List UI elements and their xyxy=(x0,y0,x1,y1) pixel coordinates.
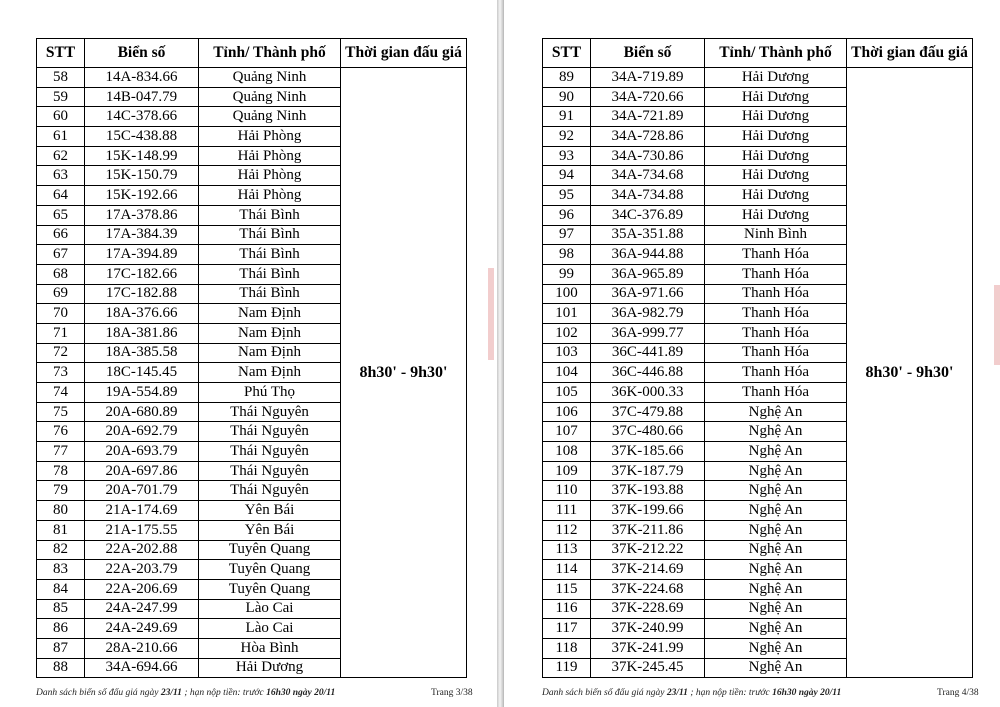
province-cell: Thái Nguyên xyxy=(199,442,341,462)
province-cell: Tuyên Quang xyxy=(199,560,341,580)
plate-cell: 18C-145.45 xyxy=(85,363,199,383)
stt-cell: 92 xyxy=(543,127,591,147)
stt-cell: 104 xyxy=(543,363,591,383)
plate-cell: 37K-199.66 xyxy=(591,501,705,521)
plate-cell: 36K-000.33 xyxy=(591,383,705,403)
province-cell: Nghệ An xyxy=(705,579,847,599)
province-cell: Thanh Hóa xyxy=(705,304,847,324)
stt-cell: 113 xyxy=(543,540,591,560)
province-cell: Hòa Bình xyxy=(199,638,341,658)
plate-cell: 18A-381.86 xyxy=(85,323,199,343)
plate-cell: 19A-554.89 xyxy=(85,383,199,403)
page-number: Trang 4/38 xyxy=(937,688,979,698)
plate-cell: 17A-378.86 xyxy=(85,205,199,225)
province-cell: Thái Bình xyxy=(199,245,341,265)
plate-cell: 22A-206.69 xyxy=(85,579,199,599)
province-cell: Nghệ An xyxy=(705,560,847,580)
stt-cell: 111 xyxy=(543,501,591,521)
plate-cell: 35A-351.88 xyxy=(591,225,705,245)
plate-cell: 37K-212.22 xyxy=(591,540,705,560)
plate-cell: 34A-720.66 xyxy=(591,87,705,107)
province-cell: Thanh Hóa xyxy=(705,343,847,363)
stt-cell: 65 xyxy=(37,205,85,225)
province-cell: Yên Bái xyxy=(199,501,341,521)
stt-cell: 99 xyxy=(543,264,591,284)
stt-cell: 97 xyxy=(543,225,591,245)
plate-cell: 20A-680.89 xyxy=(85,402,199,422)
stt-cell: 101 xyxy=(543,304,591,324)
plate-cell: 36A-971.66 xyxy=(591,284,705,304)
stt-cell: 109 xyxy=(543,461,591,481)
stt-cell: 89 xyxy=(543,68,591,88)
plate-cell: 14C-378.66 xyxy=(85,107,199,127)
table-header-row xyxy=(37,39,467,68)
stt-cell: 72 xyxy=(37,343,85,363)
stt-cell: 73 xyxy=(37,363,85,383)
plate-cell: 14B-047.79 xyxy=(85,87,199,107)
plate-cell: 37C-480.66 xyxy=(591,422,705,442)
plate-cell: 37K-228.69 xyxy=(591,599,705,619)
plate-table xyxy=(542,38,973,678)
plate-cell: 21A-174.69 xyxy=(85,501,199,521)
plate-cell: 22A-202.88 xyxy=(85,540,199,560)
province-cell: Nghệ An xyxy=(705,501,847,521)
stt-cell: 88 xyxy=(37,658,85,678)
plate-cell: 37C-479.88 xyxy=(591,402,705,422)
plate-cell: 17C-182.88 xyxy=(85,284,199,304)
province-cell: Hải Dương xyxy=(705,87,847,107)
stt-header: STT xyxy=(543,39,591,68)
plate-cell: 21A-175.55 xyxy=(85,520,199,540)
province-cell: Nghệ An xyxy=(705,619,847,639)
province-cell: Phú Thọ xyxy=(199,383,341,403)
plate-cell: 37K-187.79 xyxy=(591,461,705,481)
plate-cell: 17A-394.89 xyxy=(85,245,199,265)
stt-cell: 114 xyxy=(543,560,591,580)
plate-cell: 28A-210.66 xyxy=(85,638,199,658)
province-cell: Nam Định xyxy=(199,363,341,383)
stt-cell: 76 xyxy=(37,422,85,442)
stt-cell: 102 xyxy=(543,323,591,343)
plate-cell: 20A-693.79 xyxy=(85,442,199,462)
stt-cell: 105 xyxy=(543,383,591,403)
stt-cell: 71 xyxy=(37,323,85,343)
province-cell: Thanh Hóa xyxy=(705,363,847,383)
plate-cell: 36A-944.88 xyxy=(591,245,705,265)
province-cell: Thái Bình xyxy=(199,284,341,304)
province-cell: Hải Dương xyxy=(705,205,847,225)
table-row xyxy=(37,68,467,88)
plate-cell: 34A-694.66 xyxy=(85,658,199,678)
province-cell: Thái Nguyên xyxy=(199,402,341,422)
province-cell: Thái Bình xyxy=(199,225,341,245)
province-cell: Nghệ An xyxy=(705,422,847,442)
province-cell: Nghệ An xyxy=(705,461,847,481)
stt-cell: 95 xyxy=(543,186,591,206)
stt-cell: 62 xyxy=(37,146,85,166)
province-cell: Nghệ An xyxy=(705,638,847,658)
plate-cell: 15K-150.79 xyxy=(85,166,199,186)
plate-cell: 37K-193.88 xyxy=(591,481,705,501)
plate-cell: 37K-241.99 xyxy=(591,638,705,658)
province-cell: Quảng Ninh xyxy=(199,87,341,107)
plate-table xyxy=(36,38,467,678)
province-cell: Hải Phòng xyxy=(199,127,341,147)
plate-cell: 37K-240.99 xyxy=(591,619,705,639)
plate-cell: 37K-185.66 xyxy=(591,442,705,462)
plate-cell: 34C-376.89 xyxy=(591,205,705,225)
stt-cell: 77 xyxy=(37,442,85,462)
plate-cell: 36C-446.88 xyxy=(591,363,705,383)
stt-cell: 98 xyxy=(543,245,591,265)
stt-cell: 83 xyxy=(37,560,85,580)
red-stamp-mark xyxy=(488,268,494,360)
stt-cell: 78 xyxy=(37,461,85,481)
stt-cell: 96 xyxy=(543,205,591,225)
plate-cell: 22A-203.79 xyxy=(85,560,199,580)
stt-cell: 70 xyxy=(37,304,85,324)
time-header: Thời gian đấu giá xyxy=(341,39,467,68)
stt-cell: 58 xyxy=(37,68,85,88)
stt-cell: 115 xyxy=(543,579,591,599)
province-cell: Nghệ An xyxy=(705,520,847,540)
plate-cell: 17A-384.39 xyxy=(85,225,199,245)
stt-cell: 119 xyxy=(543,658,591,678)
footer-note: Danh sách biển số đấu giá ngày 23/11 ; hạn nộp tiền: trước 16h30 ngày 20/11 xyxy=(36,688,336,698)
province-cell: Thanh Hóa xyxy=(705,284,847,304)
plate-cell: 34A-730.86 xyxy=(591,146,705,166)
stt-cell: 93 xyxy=(543,146,591,166)
province-cell: Nghệ An xyxy=(705,540,847,560)
page-number: Trang 3/38 xyxy=(431,688,473,698)
stt-cell: 59 xyxy=(37,87,85,107)
province-cell: Nghệ An xyxy=(705,481,847,501)
stt-cell: 100 xyxy=(543,284,591,304)
province-cell: Thanh Hóa xyxy=(705,383,847,403)
plate-cell: 36A-965.89 xyxy=(591,264,705,284)
stt-cell: 91 xyxy=(543,107,591,127)
stt-cell: 90 xyxy=(543,87,591,107)
plate-cell: 34A-728.86 xyxy=(591,127,705,147)
stt-cell: 64 xyxy=(37,186,85,206)
province-cell: Yên Bái xyxy=(199,520,341,540)
province-cell: Tuyên Quang xyxy=(199,540,341,560)
plate-cell: 20A-697.86 xyxy=(85,461,199,481)
province-cell: Lào Cai xyxy=(199,599,341,619)
plate-cell: 18A-385.58 xyxy=(85,343,199,363)
province-cell: Thanh Hóa xyxy=(705,323,847,343)
table-body xyxy=(543,68,973,678)
plate-cell: 15C-438.88 xyxy=(85,127,199,147)
plate-cell: 34A-734.88 xyxy=(591,186,705,206)
stt-cell: 67 xyxy=(37,245,85,265)
time-header: Thời gian đấu giá xyxy=(847,39,973,68)
province-cell: Nghệ An xyxy=(705,658,847,678)
stt-cell: 112 xyxy=(543,520,591,540)
plate-header: Biển số xyxy=(85,39,199,68)
province-header: Tỉnh/ Thành phố xyxy=(199,39,341,68)
stt-cell: 81 xyxy=(37,520,85,540)
plate-cell: 20A-701.79 xyxy=(85,481,199,501)
stt-cell: 110 xyxy=(543,481,591,501)
plate-cell: 20A-692.79 xyxy=(85,422,199,442)
plate-cell: 37K-214.69 xyxy=(591,560,705,580)
stt-cell: 86 xyxy=(37,619,85,639)
province-cell: Nghệ An xyxy=(705,402,847,422)
stt-cell: 116 xyxy=(543,599,591,619)
plate-cell: 15K-192.66 xyxy=(85,186,199,206)
stt-cell: 74 xyxy=(37,383,85,403)
stt-cell: 106 xyxy=(543,402,591,422)
province-cell: Thái Nguyên xyxy=(199,461,341,481)
plate-cell: 24A-247.99 xyxy=(85,599,199,619)
province-cell: Thái Nguyên xyxy=(199,481,341,501)
plate-cell: 15K-148.99 xyxy=(85,146,199,166)
province-cell: Nghệ An xyxy=(705,442,847,462)
table-header-row xyxy=(543,39,973,68)
province-cell: Tuyên Quang xyxy=(199,579,341,599)
stt-cell: 80 xyxy=(37,501,85,521)
stt-cell: 87 xyxy=(37,638,85,658)
document-page-right xyxy=(503,0,1000,707)
stt-cell: 94 xyxy=(543,166,591,186)
plate-cell: 17C-182.66 xyxy=(85,264,199,284)
province-cell: Hải Dương xyxy=(705,186,847,206)
plate-cell: 34A-721.89 xyxy=(591,107,705,127)
table-row xyxy=(543,68,973,88)
province-cell: Quảng Ninh xyxy=(199,68,341,88)
stt-header: STT xyxy=(37,39,85,68)
province-cell: Nghệ An xyxy=(705,599,847,619)
stt-cell: 68 xyxy=(37,264,85,284)
plate-cell: 36C-441.89 xyxy=(591,343,705,363)
stt-cell: 117 xyxy=(543,619,591,639)
province-cell: Hải Dương xyxy=(705,166,847,186)
stt-cell: 63 xyxy=(37,166,85,186)
province-cell: Thái Bình xyxy=(199,205,341,225)
province-cell: Hải Dương xyxy=(705,68,847,88)
plate-cell: 34A-734.68 xyxy=(591,166,705,186)
province-cell: Nam Định xyxy=(199,323,341,343)
plate-cell: 34A-719.89 xyxy=(591,68,705,88)
footer-note: Danh sách biển số đấu giá ngày 23/11 ; hạn nộp tiền: trước 16h30 ngày 20/11 xyxy=(542,688,842,698)
stt-cell: 61 xyxy=(37,127,85,147)
plate-cell: 36A-999.77 xyxy=(591,323,705,343)
province-cell: Hải Phòng xyxy=(199,186,341,206)
plate-cell: 37K-211.86 xyxy=(591,520,705,540)
document-page-left xyxy=(0,0,498,707)
stt-cell: 103 xyxy=(543,343,591,363)
stt-cell: 82 xyxy=(37,540,85,560)
plate-cell: 18A-376.66 xyxy=(85,304,199,324)
stt-cell: 66 xyxy=(37,225,85,245)
table-body xyxy=(37,68,467,678)
stt-cell: 75 xyxy=(37,402,85,422)
province-cell: Thái Bình xyxy=(199,264,341,284)
red-stamp-mark xyxy=(994,285,1000,365)
stt-cell: 79 xyxy=(37,481,85,501)
time-slot-cell: 8h30' - 9h30' xyxy=(341,68,467,678)
province-cell: Hải Dương xyxy=(705,146,847,166)
province-cell: Hải Phòng xyxy=(199,166,341,186)
time-slot-cell: 8h30' - 9h30' xyxy=(847,68,973,678)
province-cell: Ninh Bình xyxy=(705,225,847,245)
province-cell: Hải Dương xyxy=(705,107,847,127)
province-cell: Thanh Hóa xyxy=(705,245,847,265)
stt-cell: 84 xyxy=(37,579,85,599)
province-cell: Hải Dương xyxy=(705,127,847,147)
stt-cell: 118 xyxy=(543,638,591,658)
stt-cell: 85 xyxy=(37,599,85,619)
province-cell: Nam Định xyxy=(199,343,341,363)
plate-cell: 36A-982.79 xyxy=(591,304,705,324)
stt-cell: 107 xyxy=(543,422,591,442)
plate-cell: 14A-834.66 xyxy=(85,68,199,88)
province-cell: Thái Nguyên xyxy=(199,422,341,442)
plate-header: Biển số xyxy=(591,39,705,68)
province-cell: Lào Cai xyxy=(199,619,341,639)
stt-cell: 60 xyxy=(37,107,85,127)
plate-cell: 37K-245.45 xyxy=(591,658,705,678)
province-cell: Thanh Hóa xyxy=(705,264,847,284)
province-cell: Hải Dương xyxy=(199,658,341,678)
plate-cell: 24A-249.69 xyxy=(85,619,199,639)
plate-cell: 37K-224.68 xyxy=(591,579,705,599)
province-cell: Nam Định xyxy=(199,304,341,324)
province-cell: Quảng Ninh xyxy=(199,107,341,127)
province-cell: Hải Phòng xyxy=(199,146,341,166)
stt-cell: 108 xyxy=(543,442,591,462)
province-header: Tỉnh/ Thành phố xyxy=(705,39,847,68)
stt-cell: 69 xyxy=(37,284,85,304)
